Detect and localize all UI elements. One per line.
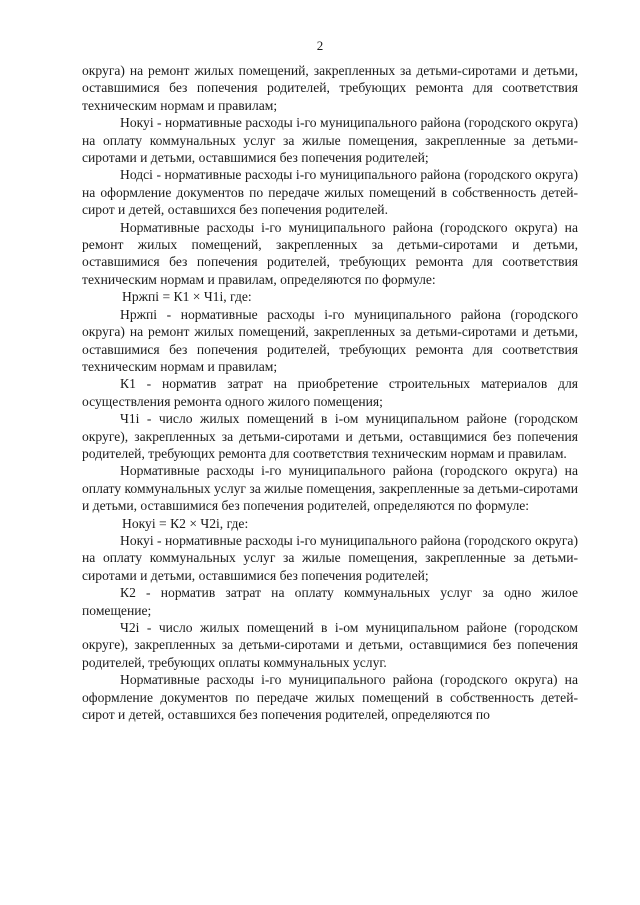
- paragraph-repair-intro: Нормативные расходы і-го муниципального района (городского округа) на ремонт жилых помещений, закрепленных за детьми-сиротами и детьми, оставшимися без попечения родителей, требующих ремонта для соответствия техническим нормам и правилам, определяются по формуле:: [82, 219, 578, 287]
- paragraph-ch1-definition: Ч1і - число жилых помещений в і-ом муниципальном районе (городском округе), закрепленных за детьми-сиротами и детьми, оставщимися без попечения родителей, требующих ремонта для соответствия техническим нормам и правилам.: [82, 411, 578, 461]
- paragraph-noku-definition-2: Нокуі - нормативные расходы і-го муниципального района (городского округа) на оплату коммунальных услуг за жилые помещения, закрепленные за детьми-сиротами и детьми, оставшимися без попечения родителей;: [82, 532, 578, 583]
- formula-utilities: Нокуі = К2 × Ч2і, где:: [122, 515, 249, 531]
- formula-repair: Нржпі = К1 × Ч1і, где:: [122, 289, 252, 305]
- paragraph-ch2-definition: Ч2і - число жилых помещений в і-ом муниципальном районе (городском округе), закрепленных за детьми-сиротами и детьми, оставщимися без попечения родителей, требующих оплаты коммунальных услуг.: [82, 620, 578, 670]
- page-number: 2: [316, 38, 324, 53]
- paragraph-noku-definition: Нокуі - нормативные расходы і-го муниципального района (городского округа) на оплату коммунальных услуг за жилые помещения, закрепленные за детьми-сиротами и детьми, оставшимися без попечения родителей;: [82, 115, 578, 166]
- paragraph-k1-definition: К1 - норматив затрат на приобретение строительных материалов для осуществления ремонта одного жилого помещения;: [82, 376, 578, 409]
- paragraph-documents-intro: Нормативные расходы і-го муниципального района (городского округа) на оформление документов по передаче жилых помещений в собственность детей-сирот и детей, оставшихся без попечения родителей, определяются по: [82, 672, 578, 723]
- paragraph-nrzhp-definition: Нржпі - нормативные расходы і-го муниципального района (городского округа) на ремонт жилых помещений, закрепленных за детьми-сиротами и детьми, оставшимися без попечения родителей, требующих ремонта для соответствия техническим нормам и правилам;: [82, 306, 578, 374]
- paragraph-k2-definition: К2 - норматив затрат на оплату коммунальных услуг за одно жилое помещение;: [82, 585, 578, 618]
- paragraph-utilities-intro: Нормативные расходы і-го муниципального района (городского округа) на оплату коммунальных услуг за жилые помещения, закрепленные за детьми-сиротами и детьми, оставшимися без попечения родителей, определяются по формуле:: [82, 463, 578, 514]
- paragraph-nods-definition: Нодсі - нормативные расходы і-го муниципального района (городского округа) на оформление документов по передаче жилых помещений в собственность детей-сирот и детей, оставшихся без попечения родителей.: [82, 167, 578, 218]
- paragraph-continuation: округа) на ремонт жилых помещений, закрепленных за детьми-сиротами и детьми, оставшимися без попечения родителей, требующих ремонта для соответствия техническим нормам и правилам;: [82, 63, 578, 113]
- document-body: [82, 62, 578, 723]
